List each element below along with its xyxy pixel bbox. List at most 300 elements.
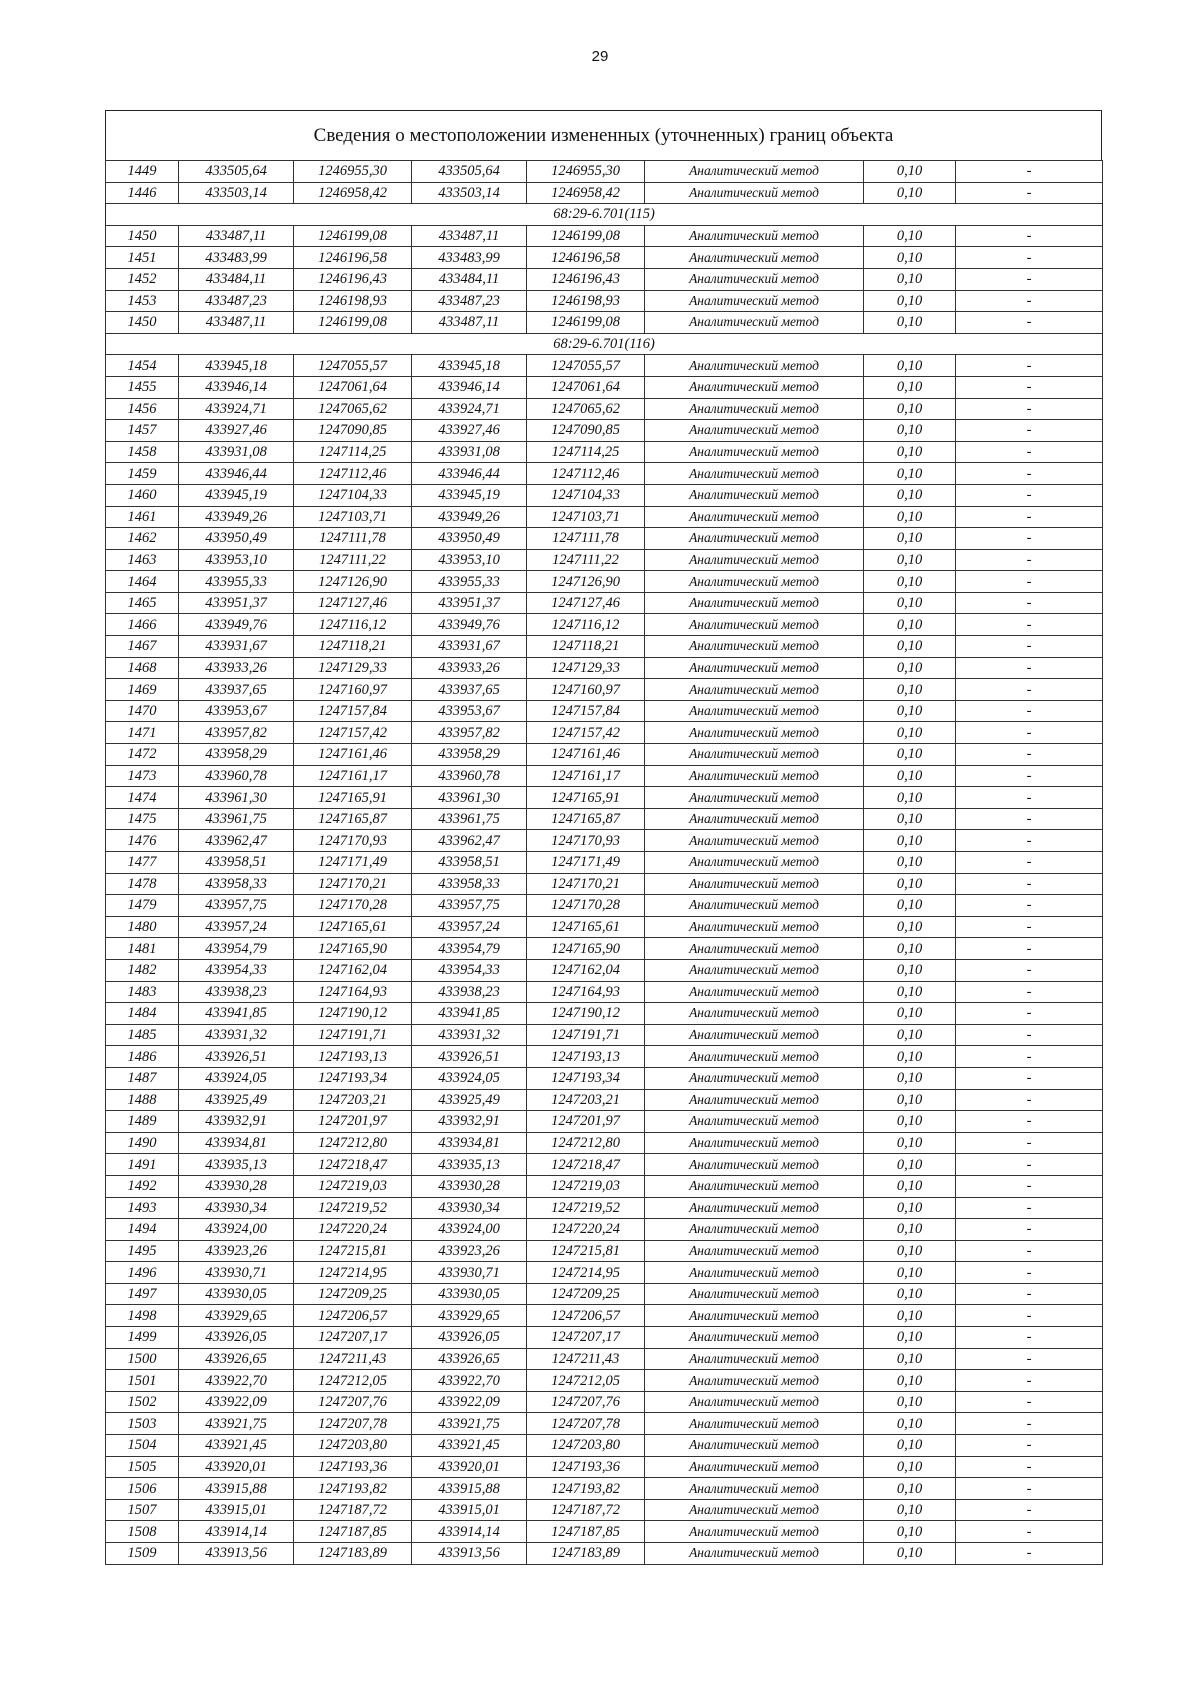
x-old-cell: 433921,45: [179, 1435, 294, 1457]
description-cell: -: [956, 1175, 1103, 1197]
x-old-cell: 433957,24: [179, 916, 294, 938]
accuracy-cell: 0,10: [864, 981, 956, 1003]
point-number-cell: 1451: [106, 247, 179, 269]
x-new-cell: 433487,11: [412, 312, 527, 334]
x-old-cell: 433945,19: [179, 484, 294, 506]
y-new-cell: 1246958,42: [527, 182, 645, 204]
description-cell: -: [956, 657, 1103, 679]
accuracy-cell: 0,10: [864, 1154, 956, 1176]
description-cell: -: [956, 182, 1103, 204]
method-cell: Аналитический метод: [645, 1413, 864, 1435]
method-cell: Аналитический метод: [645, 895, 864, 917]
description-cell: -: [956, 1219, 1103, 1241]
x-new-cell: 433957,24: [412, 916, 527, 938]
y-new-cell: 1246955,30: [527, 161, 645, 183]
table-row: [106, 398, 1103, 420]
table-row: [106, 549, 1103, 571]
point-number-cell: 1502: [106, 1391, 179, 1413]
method-cell: Аналитический метод: [645, 484, 864, 506]
method-cell: Аналитический метод: [645, 506, 864, 528]
y-new-cell: 1246199,08: [527, 225, 645, 247]
x-old-cell: 433503,14: [179, 182, 294, 204]
point-number-cell: 1487: [106, 1067, 179, 1089]
description-cell: -: [956, 1262, 1103, 1284]
x-new-cell: 433961,30: [412, 787, 527, 809]
x-old-cell: 433930,34: [179, 1197, 294, 1219]
y-new-cell: 1247118,21: [527, 636, 645, 658]
accuracy-cell: 0,10: [864, 808, 956, 830]
description-cell: -: [956, 1521, 1103, 1543]
method-cell: Аналитический метод: [645, 1111, 864, 1133]
method-cell: Аналитический метод: [645, 959, 864, 981]
point-number-cell: 1474: [106, 787, 179, 809]
y-new-cell: 1247112,46: [527, 463, 645, 485]
accuracy-cell: 0,10: [864, 1370, 956, 1392]
method-cell: Аналитический метод: [645, 225, 864, 247]
point-number-cell: 1486: [106, 1046, 179, 1068]
x-old-cell: 433955,33: [179, 571, 294, 593]
y-new-cell: 1247193,36: [527, 1456, 645, 1478]
y-old-cell: 1247118,21: [294, 636, 412, 658]
table-row: [106, 1370, 1103, 1392]
table-row: [106, 290, 1103, 312]
method-cell: Аналитический метод: [645, 981, 864, 1003]
point-number-cell: 1449: [106, 161, 179, 183]
x-new-cell: 433955,33: [412, 571, 527, 593]
x-old-cell: 433487,23: [179, 290, 294, 312]
x-old-cell: 433957,75: [179, 895, 294, 917]
x-old-cell: 433505,64: [179, 161, 294, 183]
x-new-cell: 433957,75: [412, 895, 527, 917]
description-cell: -: [956, 1197, 1103, 1219]
x-new-cell: 433930,71: [412, 1262, 527, 1284]
y-old-cell: 1247203,21: [294, 1089, 412, 1111]
x-old-cell: 433922,09: [179, 1391, 294, 1413]
method-cell: Аналитический метод: [645, 830, 864, 852]
y-new-cell: 1247111,22: [527, 549, 645, 571]
accuracy-cell: 0,10: [864, 744, 956, 766]
accuracy-cell: 0,10: [864, 679, 956, 701]
y-old-cell: 1247187,85: [294, 1521, 412, 1543]
x-new-cell: 433937,65: [412, 679, 527, 701]
x-old-cell: 433923,26: [179, 1240, 294, 1262]
accuracy-cell: 0,10: [864, 1543, 956, 1565]
x-old-cell: 433951,37: [179, 592, 294, 614]
table-row: [106, 787, 1103, 809]
method-cell: Аналитический метод: [645, 182, 864, 204]
x-new-cell: 433914,14: [412, 1521, 527, 1543]
method-cell: Аналитический метод: [645, 549, 864, 571]
description-cell: -: [956, 700, 1103, 722]
y-old-cell: 1247219,03: [294, 1175, 412, 1197]
y-old-cell: 1247206,57: [294, 1305, 412, 1327]
y-old-cell: 1247201,97: [294, 1111, 412, 1133]
y-new-cell: 1247170,28: [527, 895, 645, 917]
y-old-cell: 1247193,13: [294, 1046, 412, 1068]
table-row: [106, 1132, 1103, 1154]
x-new-cell: 433934,81: [412, 1132, 527, 1154]
accuracy-cell: 0,10: [864, 830, 956, 852]
x-old-cell: 433920,01: [179, 1456, 294, 1478]
method-cell: Аналитический метод: [645, 852, 864, 874]
y-old-cell: 1247161,46: [294, 744, 412, 766]
description-cell: -: [956, 1003, 1103, 1025]
description-cell: -: [956, 161, 1103, 183]
x-new-cell: 433922,09: [412, 1391, 527, 1413]
table-row: [106, 355, 1103, 377]
description-cell: -: [956, 247, 1103, 269]
y-new-cell: 1247187,72: [527, 1499, 645, 1521]
accuracy-cell: 0,10: [864, 1521, 956, 1543]
y-old-cell: 1246199,08: [294, 225, 412, 247]
table-row: [106, 938, 1103, 960]
point-number-cell: 1489: [106, 1111, 179, 1133]
table-row: [106, 765, 1103, 787]
accuracy-cell: 0,10: [864, 1305, 956, 1327]
x-new-cell: 433931,08: [412, 441, 527, 463]
accuracy-cell: 0,10: [864, 1175, 956, 1197]
description-cell: -: [956, 1283, 1103, 1305]
point-number-cell: 1455: [106, 376, 179, 398]
x-new-cell: 433957,82: [412, 722, 527, 744]
y-new-cell: 1247116,12: [527, 614, 645, 636]
y-new-cell: 1247191,71: [527, 1024, 645, 1046]
accuracy-cell: 0,10: [864, 506, 956, 528]
x-old-cell: 433930,71: [179, 1262, 294, 1284]
boundary-table-frame: [105, 110, 1102, 1565]
accuracy-cell: 0,10: [864, 549, 956, 571]
accuracy-cell: 0,10: [864, 1046, 956, 1068]
table-row: [106, 506, 1103, 528]
table-row: [106, 268, 1103, 290]
x-new-cell: 433484,11: [412, 268, 527, 290]
x-new-cell: 433926,05: [412, 1327, 527, 1349]
group-label: 68:29-6.701(116): [106, 333, 1103, 355]
x-old-cell: 433915,01: [179, 1499, 294, 1521]
x-old-cell: 433921,75: [179, 1413, 294, 1435]
y-old-cell: 1246196,58: [294, 247, 412, 269]
method-cell: Аналитический метод: [645, 1089, 864, 1111]
description-cell: -: [956, 808, 1103, 830]
table-row: [106, 1305, 1103, 1327]
x-old-cell: 433931,08: [179, 441, 294, 463]
table-row: [106, 1067, 1103, 1089]
table-row: [106, 700, 1103, 722]
accuracy-cell: 0,10: [864, 1111, 956, 1133]
accuracy-cell: 0,10: [864, 959, 956, 981]
x-new-cell: 433946,14: [412, 376, 527, 398]
description-cell: -: [956, 1348, 1103, 1370]
method-cell: Аналитический метод: [645, 1024, 864, 1046]
point-number-cell: 1495: [106, 1240, 179, 1262]
y-new-cell: 1247055,57: [527, 355, 645, 377]
method-cell: Аналитический метод: [645, 916, 864, 938]
y-old-cell: 1246198,93: [294, 290, 412, 312]
point-number-cell: 1446: [106, 182, 179, 204]
method-cell: Аналитический метод: [645, 1219, 864, 1241]
description-cell: -: [956, 852, 1103, 874]
x-old-cell: 433925,49: [179, 1089, 294, 1111]
point-number-cell: 1454: [106, 355, 179, 377]
y-new-cell: 1247190,12: [527, 1003, 645, 1025]
table-row: [106, 830, 1103, 852]
point-number-cell: 1507: [106, 1499, 179, 1521]
point-number-cell: 1481: [106, 938, 179, 960]
x-new-cell: 433924,00: [412, 1219, 527, 1241]
description-cell: -: [956, 1413, 1103, 1435]
x-old-cell: 433483,99: [179, 247, 294, 269]
x-new-cell: 433931,32: [412, 1024, 527, 1046]
y-new-cell: 1247193,13: [527, 1046, 645, 1068]
method-cell: Аналитический метод: [645, 161, 864, 183]
table-row: [106, 182, 1103, 204]
x-new-cell: 433925,49: [412, 1089, 527, 1111]
accuracy-cell: 0,10: [864, 1262, 956, 1284]
table-row: [106, 873, 1103, 895]
description-cell: -: [956, 441, 1103, 463]
method-cell: Аналитический метод: [645, 1435, 864, 1457]
table-row: [106, 852, 1103, 874]
y-new-cell: 1247164,93: [527, 981, 645, 1003]
method-cell: Аналитический метод: [645, 1003, 864, 1025]
method-cell: Аналитический метод: [645, 657, 864, 679]
y-old-cell: 1247061,64: [294, 376, 412, 398]
method-cell: Аналитический метод: [645, 1046, 864, 1068]
x-new-cell: 433930,34: [412, 1197, 527, 1219]
method-cell: Аналитический метод: [645, 1240, 864, 1262]
accuracy-cell: 0,10: [864, 355, 956, 377]
table-row: [106, 1435, 1103, 1457]
y-old-cell: 1247190,12: [294, 1003, 412, 1025]
table-row: [106, 161, 1103, 183]
accuracy-cell: 0,10: [864, 614, 956, 636]
description-cell: -: [956, 312, 1103, 334]
method-cell: Аналитический метод: [645, 1154, 864, 1176]
accuracy-cell: 0,10: [864, 1478, 956, 1500]
accuracy-cell: 0,10: [864, 636, 956, 658]
table-body: [106, 161, 1103, 1565]
point-number-cell: 1509: [106, 1543, 179, 1565]
point-number-cell: 1490: [106, 1132, 179, 1154]
y-old-cell: 1247212,05: [294, 1370, 412, 1392]
accuracy-cell: 0,10: [864, 1327, 956, 1349]
accuracy-cell: 0,10: [864, 895, 956, 917]
x-new-cell: 433924,05: [412, 1067, 527, 1089]
accuracy-cell: 0,10: [864, 268, 956, 290]
x-old-cell: 433961,30: [179, 787, 294, 809]
table-row: [106, 1327, 1103, 1349]
point-number-cell: 1483: [106, 981, 179, 1003]
description-cell: -: [956, 1024, 1103, 1046]
table-row: [106, 1262, 1103, 1284]
method-cell: Аналитический метод: [645, 398, 864, 420]
accuracy-cell: 0,10: [864, 1089, 956, 1111]
table-row: [106, 744, 1103, 766]
x-new-cell: 433927,46: [412, 420, 527, 442]
point-number-cell: 1464: [106, 571, 179, 593]
table-row: [106, 225, 1103, 247]
accuracy-cell: 0,10: [864, 1003, 956, 1025]
table-row: [106, 1499, 1103, 1521]
table-row: [106, 1391, 1103, 1413]
x-old-cell: 433487,11: [179, 225, 294, 247]
y-new-cell: 1247212,05: [527, 1370, 645, 1392]
method-cell: Аналитический метод: [645, 592, 864, 614]
y-old-cell: 1247165,91: [294, 787, 412, 809]
accuracy-cell: 0,10: [864, 873, 956, 895]
method-cell: Аналитический метод: [645, 1283, 864, 1305]
accuracy-cell: 0,10: [864, 1435, 956, 1457]
x-old-cell: 433929,65: [179, 1305, 294, 1327]
y-old-cell: 1247170,93: [294, 830, 412, 852]
table-row: [106, 1024, 1103, 1046]
accuracy-cell: 0,10: [864, 722, 956, 744]
y-old-cell: 1247112,46: [294, 463, 412, 485]
description-cell: -: [956, 355, 1103, 377]
point-number-cell: 1500: [106, 1348, 179, 1370]
point-number-cell: 1493: [106, 1197, 179, 1219]
description-cell: -: [956, 1111, 1103, 1133]
y-new-cell: 1247126,90: [527, 571, 645, 593]
table-row: [106, 1283, 1103, 1305]
y-new-cell: 1247203,21: [527, 1089, 645, 1111]
y-old-cell: 1247103,71: [294, 506, 412, 528]
x-new-cell: 433953,67: [412, 700, 527, 722]
y-old-cell: 1247218,47: [294, 1154, 412, 1176]
table-row: [106, 614, 1103, 636]
table-row: [106, 679, 1103, 701]
method-cell: Аналитический метод: [645, 808, 864, 830]
table-row: [106, 1003, 1103, 1025]
y-new-cell: 1246198,93: [527, 290, 645, 312]
y-new-cell: 1247114,25: [527, 441, 645, 463]
x-old-cell: 433930,05: [179, 1283, 294, 1305]
description-cell: -: [956, 549, 1103, 571]
x-new-cell: 433926,51: [412, 1046, 527, 1068]
x-new-cell: 433951,37: [412, 592, 527, 614]
accuracy-cell: 0,10: [864, 1413, 956, 1435]
x-old-cell: 433941,85: [179, 1003, 294, 1025]
table-row: [106, 981, 1103, 1003]
x-old-cell: 433938,23: [179, 981, 294, 1003]
y-new-cell: 1247061,64: [527, 376, 645, 398]
y-old-cell: 1247170,21: [294, 873, 412, 895]
point-number-cell: 1496: [106, 1262, 179, 1284]
x-new-cell: 433930,05: [412, 1283, 527, 1305]
y-old-cell: 1247212,80: [294, 1132, 412, 1154]
table-row: [106, 247, 1103, 269]
table-row: [106, 441, 1103, 463]
description-cell: -: [956, 1370, 1103, 1392]
y-old-cell: 1247165,61: [294, 916, 412, 938]
point-number-cell: 1461: [106, 506, 179, 528]
accuracy-cell: 0,10: [864, 420, 956, 442]
point-number-cell: 1501: [106, 1370, 179, 1392]
x-old-cell: 433915,88: [179, 1478, 294, 1500]
y-new-cell: 1247171,49: [527, 852, 645, 874]
x-new-cell: 433941,85: [412, 1003, 527, 1025]
accuracy-cell: 0,10: [864, 376, 956, 398]
point-number-cell: 1492: [106, 1175, 179, 1197]
y-old-cell: 1247165,87: [294, 808, 412, 830]
x-old-cell: 433931,67: [179, 636, 294, 658]
point-number-cell: 1466: [106, 614, 179, 636]
x-old-cell: 433954,79: [179, 938, 294, 960]
description-cell: -: [956, 1543, 1103, 1565]
accuracy-cell: 0,10: [864, 528, 956, 550]
x-new-cell: 433505,64: [412, 161, 527, 183]
table-row: [106, 1240, 1103, 1262]
x-new-cell: 433953,10: [412, 549, 527, 571]
description-cell: -: [956, 787, 1103, 809]
y-new-cell: 1247170,21: [527, 873, 645, 895]
x-new-cell: 433503,14: [412, 182, 527, 204]
y-new-cell: 1247127,46: [527, 592, 645, 614]
method-cell: Аналитический метод: [645, 722, 864, 744]
table-title: Сведения о местоположении измененных (уточненных) границ объекта: [105, 110, 1102, 160]
description-cell: -: [956, 1046, 1103, 1068]
y-old-cell: 1247165,90: [294, 938, 412, 960]
point-number-cell: 1478: [106, 873, 179, 895]
x-new-cell: 433958,29: [412, 744, 527, 766]
y-old-cell: 1247193,34: [294, 1067, 412, 1089]
point-number-cell: 1505: [106, 1456, 179, 1478]
x-new-cell: 433921,45: [412, 1435, 527, 1457]
table-row: [106, 959, 1103, 981]
description-cell: -: [956, 1089, 1103, 1111]
point-number-cell: 1456: [106, 398, 179, 420]
x-old-cell: 433927,46: [179, 420, 294, 442]
x-old-cell: 433946,14: [179, 376, 294, 398]
x-new-cell: 433946,44: [412, 463, 527, 485]
point-number-cell: 1499: [106, 1327, 179, 1349]
x-old-cell: 433913,56: [179, 1543, 294, 1565]
description-cell: -: [956, 1154, 1103, 1176]
x-new-cell: 433487,23: [412, 290, 527, 312]
y-new-cell: 1247219,52: [527, 1197, 645, 1219]
accuracy-cell: 0,10: [864, 1348, 956, 1370]
description-cell: -: [956, 225, 1103, 247]
point-number-cell: 1497: [106, 1283, 179, 1305]
y-old-cell: 1247214,95: [294, 1262, 412, 1284]
x-old-cell: 433962,47: [179, 830, 294, 852]
x-old-cell: 433949,76: [179, 614, 294, 636]
x-old-cell: 433953,10: [179, 549, 294, 571]
x-old-cell: 433933,26: [179, 657, 294, 679]
y-old-cell: 1247157,42: [294, 722, 412, 744]
description-cell: -: [956, 1305, 1103, 1327]
y-old-cell: 1247164,93: [294, 981, 412, 1003]
y-old-cell: 1247055,57: [294, 355, 412, 377]
point-number-cell: 1467: [106, 636, 179, 658]
y-old-cell: 1246199,08: [294, 312, 412, 334]
x-new-cell: 433958,33: [412, 873, 527, 895]
y-new-cell: 1247165,91: [527, 787, 645, 809]
method-cell: Аналитический метод: [645, 679, 864, 701]
description-cell: -: [956, 895, 1103, 917]
y-new-cell: 1247207,76: [527, 1391, 645, 1413]
method-cell: Аналитический метод: [645, 290, 864, 312]
group-label: 68:29-6.701(115): [106, 204, 1103, 226]
accuracy-cell: 0,10: [864, 312, 956, 334]
description-cell: -: [956, 722, 1103, 744]
accuracy-cell: 0,10: [864, 1391, 956, 1413]
x-new-cell: 433945,19: [412, 484, 527, 506]
x-new-cell: 433487,11: [412, 225, 527, 247]
y-old-cell: 1247191,71: [294, 1024, 412, 1046]
x-old-cell: 433484,11: [179, 268, 294, 290]
method-cell: Аналитический метод: [645, 441, 864, 463]
